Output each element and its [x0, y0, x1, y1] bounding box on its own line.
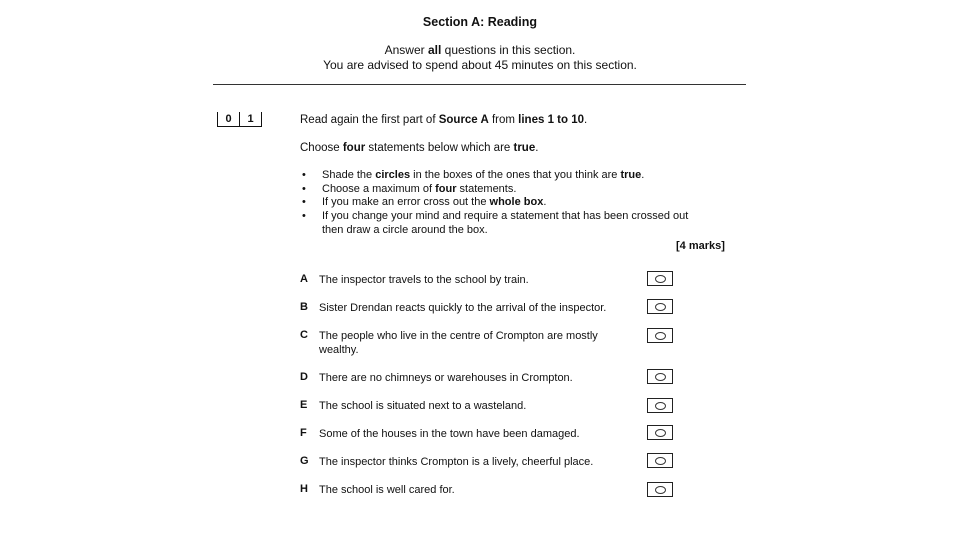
option-text-line: The people who live in the centre of Crompton are mostly	[319, 330, 598, 342]
choose-text: statements below which are	[365, 142, 514, 154]
bullet-text: in the boxes of the ones that you think are	[410, 169, 621, 181]
option-text: Some of the houses in the town have been damaged.	[319, 428, 580, 440]
option-answer-box[interactable]	[647, 482, 673, 497]
question-digit: 0	[217, 112, 239, 127]
bullet-text: .	[641, 169, 645, 181]
instruction-text: Answer	[384, 43, 428, 57]
intro-text: Read again the first part of	[300, 114, 439, 126]
answer-circle-icon[interactable]	[655, 457, 666, 465]
marks-label: [4 marks]	[676, 240, 725, 252]
option-letter: C	[300, 329, 308, 341]
section-title: Section A: Reading	[422, 15, 538, 29]
bullet-emphasis: circles	[375, 169, 411, 181]
option-letter: E	[300, 399, 308, 411]
answer-circle-icon[interactable]	[655, 402, 666, 410]
bullet-item	[300, 196, 740, 210]
option-letter: D	[300, 371, 308, 383]
option-text-line: wealthy.	[319, 344, 359, 356]
intro-lines: lines 1 to 10	[518, 114, 585, 126]
option-letter: G	[300, 455, 309, 467]
bullet-text: If you make an error cross out the	[322, 196, 490, 209]
option-text: The inspector thinks Crompton is a lively, cheerful place.	[319, 456, 594, 468]
divider	[213, 84, 746, 85]
bullet-item	[300, 169, 740, 183]
bullet-emphasis: four	[435, 182, 457, 195]
bullet-emphasis: whole box	[489, 196, 544, 209]
question-number	[217, 112, 262, 128]
intro-text: from	[488, 114, 519, 126]
question-digit: 1	[239, 112, 262, 127]
bullet-text: then draw a circle around the box.	[322, 223, 488, 236]
choose-text: Choose	[300, 142, 343, 154]
choose-text: .	[535, 142, 539, 154]
bullet-emphasis: true	[620, 169, 642, 181]
answer-circle-icon[interactable]	[655, 332, 666, 340]
question-choose	[300, 142, 538, 154]
instruction-text: questions in this section.	[441, 43, 576, 57]
option-text: The school is situated next to a wasteland.	[319, 400, 527, 412]
choose-true: true	[513, 142, 536, 154]
answer-circle-icon[interactable]	[655, 275, 666, 283]
answer-circle-icon[interactable]	[655, 373, 666, 381]
instruction-line-1	[0, 43, 960, 57]
bullet-text: Shade the	[322, 169, 376, 181]
option-text: Sister Drendan reacts quickly to the arrival of the inspector.	[319, 302, 607, 314]
instruction-line-2: You are advised to spend about 45 minutes on this section.	[323, 58, 637, 72]
answer-circle-icon[interactable]	[655, 303, 666, 311]
instruction-bullets	[300, 169, 740, 238]
bullet-text: If you change your mind and require a statement that has been crossed out	[322, 210, 689, 223]
answer-circle-icon[interactable]	[655, 486, 666, 494]
bullet-text: statements.	[456, 182, 517, 195]
option-letter: B	[300, 301, 308, 313]
answer-circle-icon[interactable]	[655, 429, 666, 437]
question-intro	[300, 114, 587, 126]
option-text: The inspector travels to the school by train.	[319, 274, 529, 286]
option-letter: F	[300, 427, 307, 439]
intro-text: .	[584, 114, 588, 126]
choose-count: four	[342, 142, 366, 154]
option-answer-box[interactable]	[647, 398, 673, 413]
option-answer-box[interactable]	[647, 369, 673, 384]
option-answer-box[interactable]	[647, 425, 673, 440]
option-text: There are no chimneys or warehouses in Crompton.	[319, 372, 573, 384]
option-answer-box[interactable]	[647, 453, 673, 468]
option-letter: A	[300, 273, 308, 285]
option-text	[319, 329, 639, 357]
option-answer-box[interactable]	[647, 328, 673, 343]
bullet-item	[300, 210, 740, 237]
bullet-text: Choose a maximum of	[322, 182, 436, 195]
instruction-emphasis: all	[427, 43, 442, 57]
bullet-text: .	[543, 196, 547, 209]
bullet-item	[300, 183, 740, 197]
option-letter: H	[300, 483, 308, 495]
intro-source: Source A	[438, 114, 489, 126]
option-answer-box[interactable]	[647, 271, 673, 286]
option-answer-box[interactable]	[647, 299, 673, 314]
option-text: The school is well cared for.	[319, 484, 455, 496]
